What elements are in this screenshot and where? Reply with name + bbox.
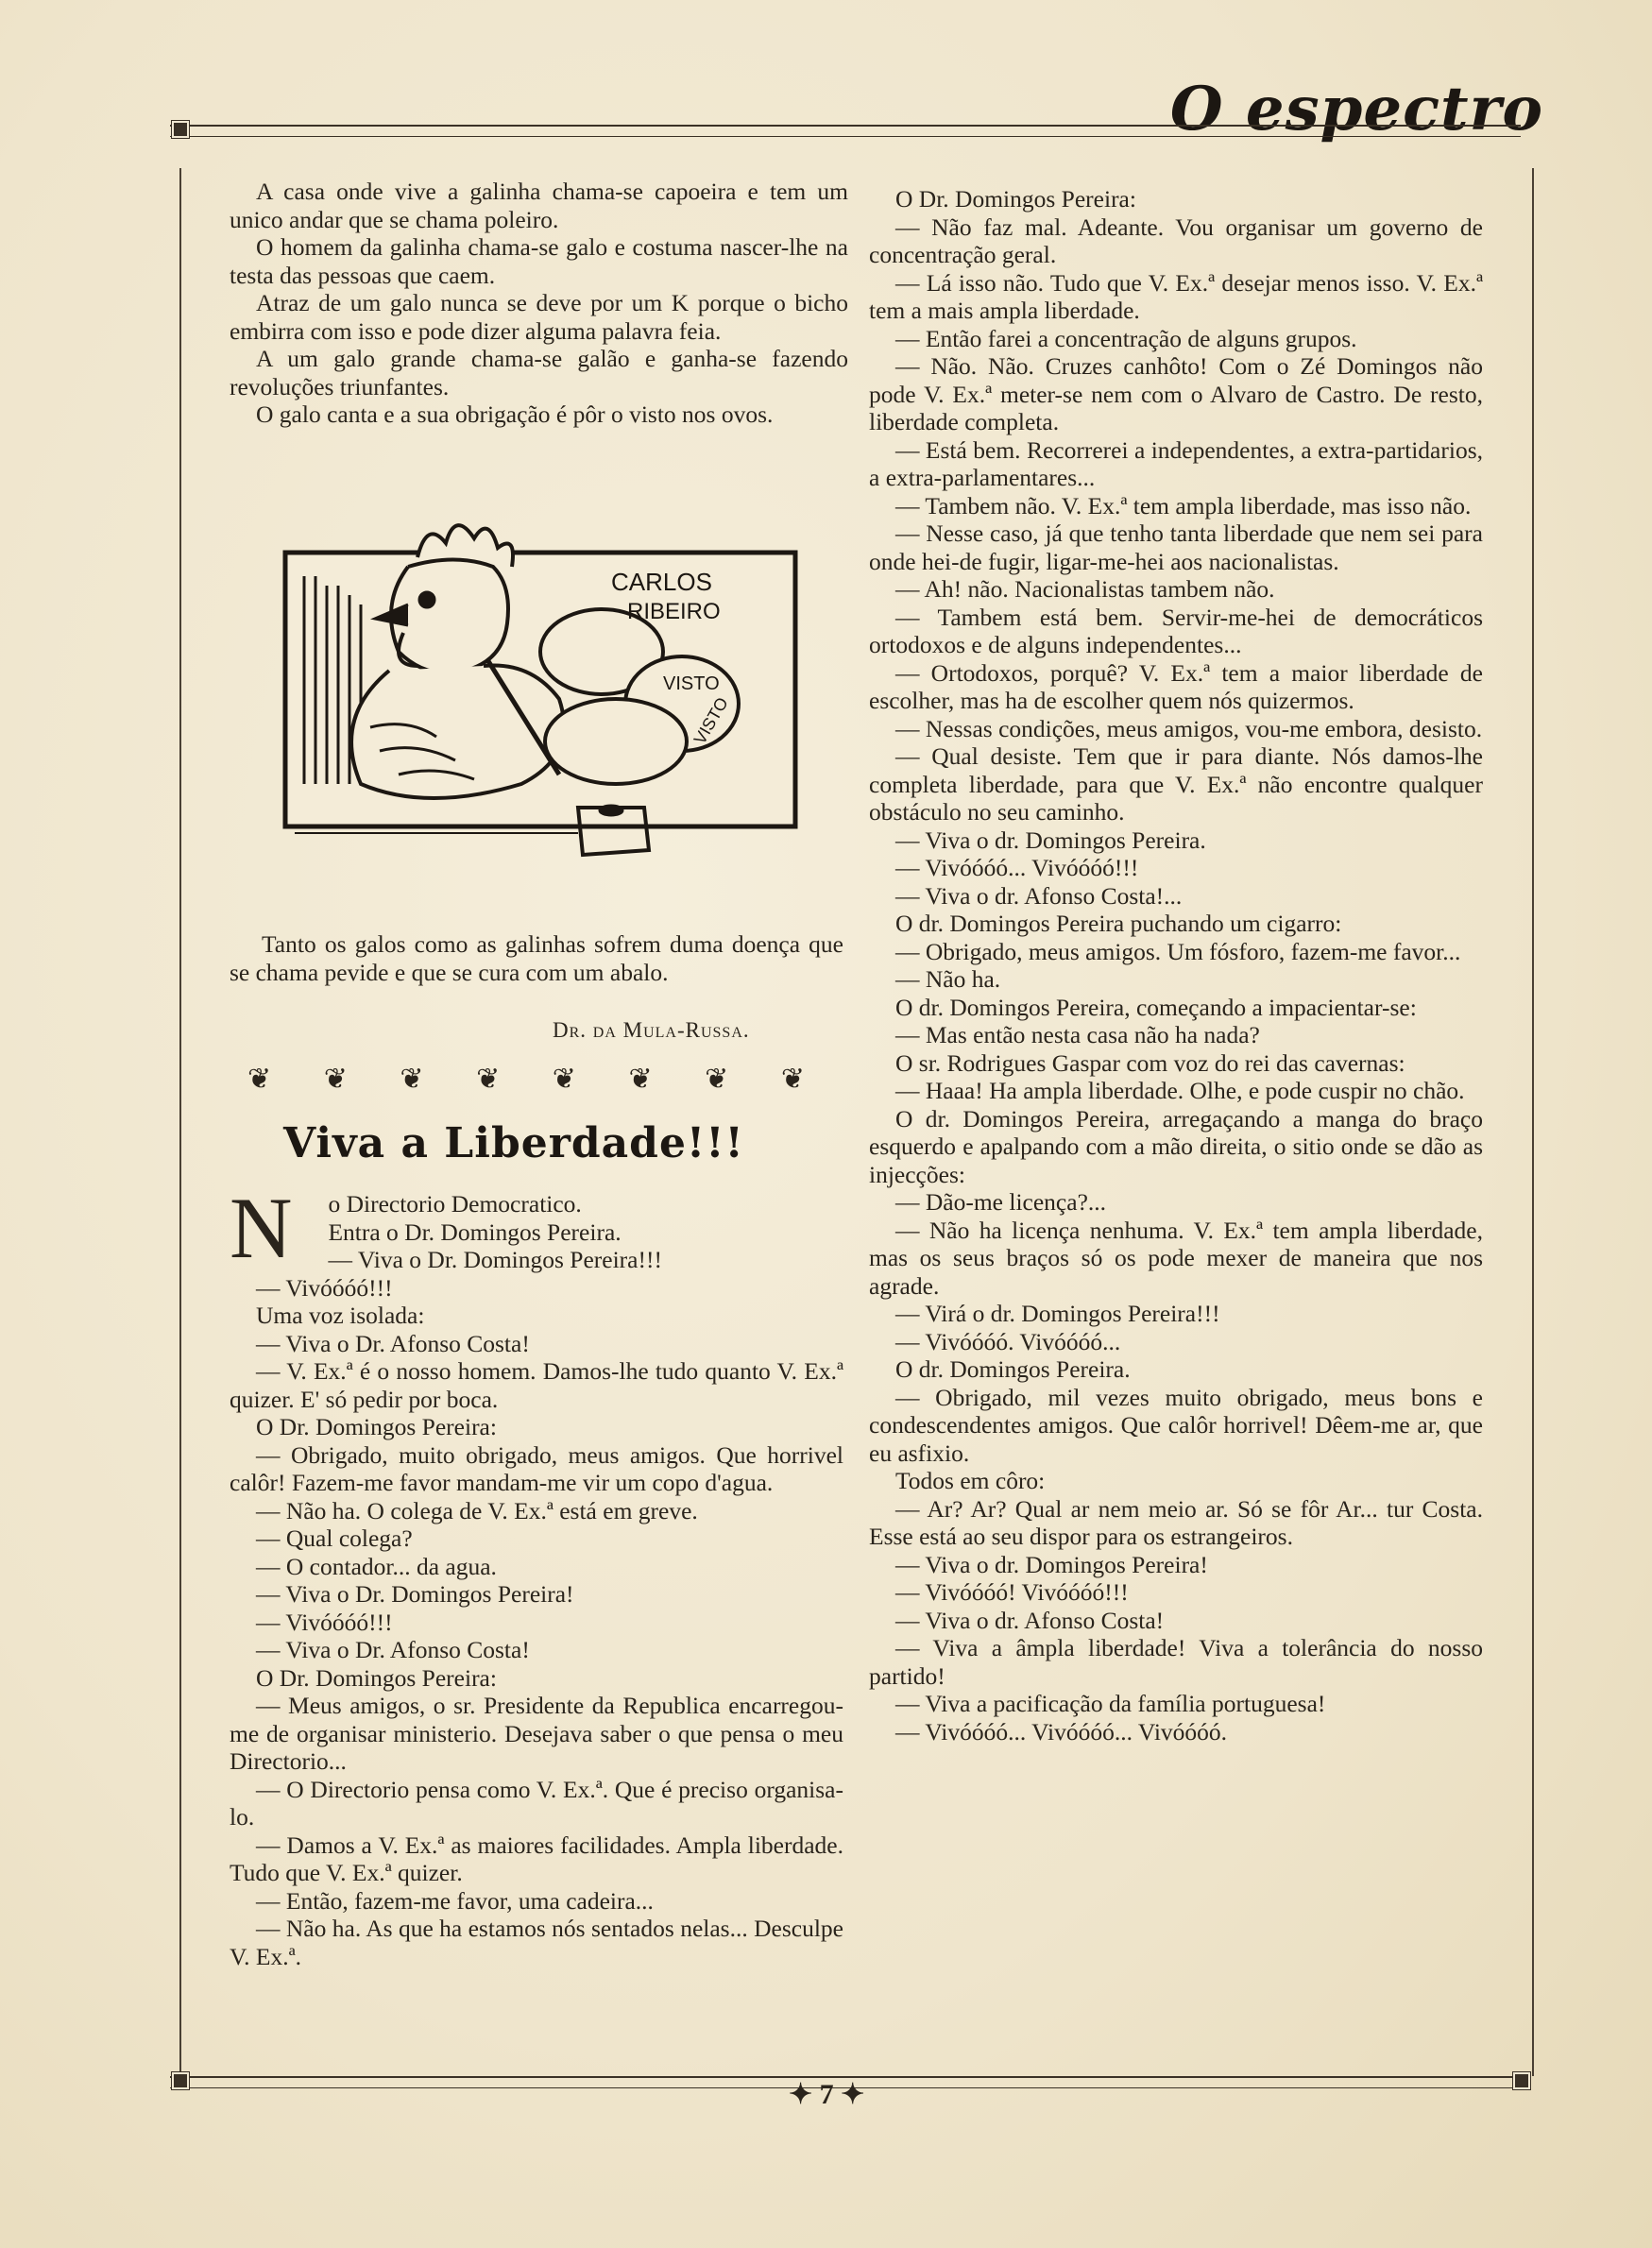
paragraph: — Ar? Ar? Qual ar nem meio ar. Só se fôr Ar... tur Costa. Esse está ao seu dispor para os estrangeiros. — [869, 1494, 1483, 1550]
paragraph: — Viva o dr. Domingos Pereira! — [895, 1550, 1208, 1578]
paragraph: A um galo grande chama-se galão e ganha-se fazendo revoluções triunfantes. — [230, 345, 848, 400]
paragraph: — Qual desiste. Tem que ir para diante. Nós damos-lhe completa liberdade, para que V. Ex.ª não encontre qualquer obstáculo no seu caminho. — [869, 742, 1483, 826]
paragraph: — Vivóóóó... Vivóóóó!!! — [895, 854, 1139, 881]
caption-text: Tanto os galos como as galinhas sofrem duma doença que se chama pevide e que se cura com um abalo. — [230, 930, 843, 986]
paragraph: — Tambem está bem. Servir-me-hei de democráticos ortodoxos e de alguns independentes... — [869, 603, 1483, 658]
article-title: Viva a Liberdade!!! — [283, 1119, 744, 1167]
paragraph: — Vivóóóó... Vivóóóó... Vivóóóó. — [895, 1717, 1228, 1746]
paragraph: O dr. Domingos Pereira, arregaçando a manga do braço esquerdo e apalpando com a mão direita, o sitio onde se dão as injecções: — [869, 1104, 1483, 1188]
corner-ornament — [172, 121, 189, 138]
paragraph: — Viva o dr. Afonso Costa!... — [895, 881, 1183, 910]
artist-signature-line1: CARLOS — [611, 568, 712, 596]
paragraph: — Obrigado, meus amigos. Um fósforo, fazem-me favor... — [895, 937, 1461, 965]
rooster-illustration — [276, 501, 805, 902]
paragraph: — Haaa! Ha ampla liberdade. Olhe, e pode cuspir no chão. — [895, 1077, 1465, 1104]
paragraph: — Dão-me licença?... — [895, 1188, 1107, 1216]
illustration-caption — [230, 930, 843, 986]
paragraph: — Vivóóóó!!! — [256, 1608, 393, 1636]
paragraph: Entra o Dr. Domingos Pereira. — [328, 1218, 622, 1246]
paragraph: — Nesse caso, já que tenho tanta liberdade que nem sei para onde hei-de fugir, ligar-me-hei aos nacionalistas. — [869, 519, 1483, 575]
paragraph: — Lá isso não. Tudo que V. Ex.ª desejar menos isso. V. Ex.ª tem a mais ampla liberdade. — [869, 268, 1483, 324]
paragraph: O Dr. Domingos Pereira: — [256, 1663, 497, 1692]
caption-signature: Dr. da Mula-Russa. — [553, 1018, 750, 1042]
left-column-intro — [230, 178, 848, 429]
paragraph: — Não faz mal. Adeante. Vou organisar um governo de concentração geral. — [869, 213, 1483, 268]
paragraph: — O contador... da agua. — [256, 1552, 497, 1580]
paragraph: — Viva o Dr. Afonso Costa! — [256, 1636, 530, 1663]
paragraph: — Tambem não. V. Ex.ª tem ampla liberdade, mas isso não. — [895, 491, 1472, 519]
paragraph: — Obrigado, muito obrigado, meus amigos. Que horrivel calôr! Fazem-me favor mandam-me vir um copo d'agua. — [230, 1440, 843, 1496]
paragraph: — Viva a pacificação da família portuguesa! — [895, 1690, 1326, 1717]
paragraph: Atraz de um galo nunca se deve por um K porque o bicho embirra com isso e pode dizer alguma palavra feia. — [230, 289, 848, 345]
top-rule — [170, 125, 1521, 137]
paragraph: O homem da galinha chama-se galo e costuma nascer-lhe na testa das pessoas que caem. — [230, 233, 848, 289]
corner-ornament — [1513, 2072, 1530, 2089]
paragraph: — Não ha. As que ha estamos nós sentados nelas... Desculpe V. Ex.ª. — [230, 1915, 843, 1970]
article-body-left — [230, 1180, 843, 1970]
paragraph: — Então, fazem-me favor, uma cadeira... — [256, 1886, 654, 1915]
ornament-icon: ❦ — [705, 1064, 729, 1095]
ornament-icon: ❦ — [780, 1064, 805, 1095]
paragraph: — Ortodoxos, porquê? V. Ex.ª tem a maior liberdade de escolher, mas ha de escolher quem nós quizermos. — [869, 658, 1483, 714]
ornament-icon: ❦ — [400, 1064, 424, 1095]
article-body-right — [869, 185, 1483, 1746]
paragraph: — Viva o dr. Domingos Pereira. — [895, 826, 1206, 854]
paragraph: — Viva a âmpla liberdade! Viva a tolerância do nosso partido! — [869, 1634, 1483, 1690]
paragraph: O dr. Domingos Pereira. — [895, 1355, 1131, 1383]
paragraph: — Obrigado, mil vezes muito obrigado, meus bons e condescendentes amigos. Que calôr horrivel! Dêem-me ar, que eu asfixio. — [869, 1383, 1483, 1467]
paragraph: — Não. Não. Cruzes canhôto! Com o Zé Domingos não pode V. Ex.ª meter-se nem com o Alvaro de Castro. De resto, liberdade completa. — [869, 352, 1483, 435]
paragraph: — V. Ex.ª é o nosso homem. Damos-lhe tudo quanto V. Ex.ª quizer. E' só pedir por boca. — [230, 1357, 843, 1413]
paragraph: A casa onde vive a galinha chama-se capoeira e tem um unico andar que se chama poleiro. — [230, 178, 848, 233]
egg-stamp-label: VISTO — [663, 673, 720, 694]
paragraph: — Viva o Dr. Domingos Pereira!!! — [328, 1246, 662, 1273]
paragraph: — Meus amigos, o sr. Presidente da Republica encarregou-me de organisar ministerio. Desejava saber o que pensa o meu Directorio... — [230, 1692, 843, 1775]
paragraph: — Virá o dr. Domingos Pereira!!! — [895, 1300, 1220, 1327]
masthead-logo: O espectro — [1169, 74, 1543, 145]
paragraph: O Dr. Domingos Pereira: — [895, 185, 1136, 213]
paragraph: O dr. Domingos Pereira, começando a impacientar-se: — [895, 993, 1417, 1021]
paragraph: — O Directorio pensa como V. Ex.ª. Que é preciso organisa-lo. — [230, 1775, 843, 1831]
paragraph: — Não ha. — [895, 965, 1001, 993]
paragraph: O dr. Domingos Pereira puchando um cigarro: — [895, 910, 1342, 937]
ornament-icon: ❦ — [628, 1064, 653, 1095]
paragraph: — Viva o Dr. Afonso Costa! — [256, 1329, 530, 1357]
corner-ornament — [172, 2072, 189, 2089]
paragraph: — Nessas condições, meus amigos, vou-me embora, desisto. — [895, 714, 1483, 742]
egg-stamp-label: VISTO — [690, 693, 732, 748]
paragraph: O sr. Rodrigues Gaspar com voz do rei das cavernas: — [895, 1048, 1405, 1077]
paragraph: — Viva o dr. Afonso Costa! — [895, 1606, 1165, 1634]
paragraph: — Vivóóóó! Vivóóóó!!! — [895, 1578, 1129, 1606]
paragraph: O Dr. Domingos Pereira: — [256, 1413, 497, 1440]
paragraph: — Então farei a concentração de alguns grupos. — [895, 324, 1357, 352]
page-number: ✦ 7 ✦ — [789, 2079, 865, 2110]
paragraph: O galo canta e a sua obrigação é pôr o visto nos ovos. — [256, 400, 774, 428]
paragraph: — Mas então nesta casa não ha nada? — [895, 1021, 1260, 1048]
ornament-divider — [247, 1063, 805, 1096]
paragraph: — Vivóóóó. Vivóóóó... — [895, 1327, 1121, 1355]
paragraph: — Damos a V. Ex.ª as maiores facilidades. Ampla liberdade. Tudo que V. Ex.ª quizer. — [230, 1831, 843, 1886]
ornament-icon: ❦ — [476, 1064, 501, 1095]
ornament-icon: ❦ — [323, 1064, 348, 1095]
artist-signature-line2: RIBEIRO — [627, 599, 721, 624]
paragraph: o Directorio Democratico. — [328, 1190, 582, 1218]
paragraph: — Vivóóóó!!! — [256, 1273, 393, 1302]
paragraph: — Está bem. Recorrerei a independentes, a extra-partidarios, a extra-parlamentares... — [869, 435, 1483, 491]
drop-cap: N — [230, 1180, 293, 1276]
paragraph: — Não ha licença nenhuma. V. Ex.ª tem ampla liberdade, mas os seus braços só os pode mexer de maneira que nos agrade. — [869, 1216, 1483, 1300]
ornament-icon: ❦ — [552, 1064, 576, 1095]
paragraph: Todos em côro: — [895, 1467, 1046, 1494]
ornament-icon: ❦ — [247, 1064, 272, 1095]
paragraph: — Qual colega? — [256, 1524, 413, 1552]
paragraph: Uma voz isolada: — [256, 1302, 425, 1329]
paragraph: — Não ha. O colega de V. Ex.ª está em greve. — [256, 1496, 698, 1524]
paragraph: — Viva o Dr. Domingos Pereira! — [256, 1580, 574, 1608]
paragraph: — Ah! não. Nacionalistas tambem não. — [895, 575, 1275, 603]
